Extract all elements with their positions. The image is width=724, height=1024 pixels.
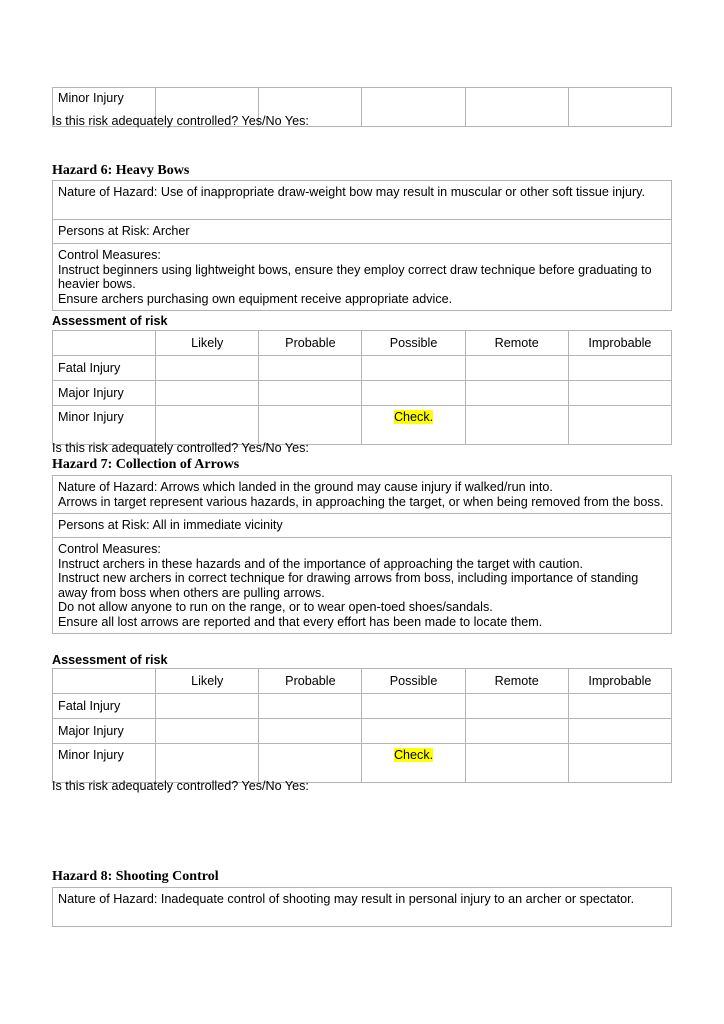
row-label: Minor Injury <box>53 88 156 127</box>
risk-cell <box>259 356 362 381</box>
nature-of-hazard: Nature of Hazard: Inadequate control of shooting may result in personal injury to an archer or spectator. <box>58 892 635 906</box>
row-label: Minor Injury <box>53 744 156 783</box>
nature-of-hazard <box>53 476 671 514</box>
control-measure-item: Instruct new archers in correct technique for drawing arrows from boss, including importance of standing away from boss when others are pulling arrows. <box>58 571 639 600</box>
column-header: Likely <box>156 331 259 356</box>
control-measure-item: Ensure all lost arrows are reported and that every effort has been made to locate them. <box>58 614 543 629</box>
risk-cell-checked <box>362 406 465 445</box>
risk-cell <box>465 406 568 445</box>
column-header: Likely <box>156 669 259 694</box>
risk-cell <box>156 694 259 719</box>
persons-at-risk: Persons at Risk: Archer <box>53 220 671 244</box>
risk-cell <box>465 88 568 127</box>
risk-cell <box>465 744 568 783</box>
check-mark-text: Check. <box>393 748 434 762</box>
nature-line: Arrows in target represent various hazards, in approaching the target, or when being removed from the boss. <box>58 494 664 509</box>
nature-of-hazard: Nature of Hazard: Use of inappropriate draw-weight bow may result in muscular or other soft tissue injury. <box>53 181 671 220</box>
risk-matrix <box>52 330 672 445</box>
assessment-label: Assessment of risk <box>52 314 168 328</box>
risk-cell <box>568 406 671 445</box>
risk-cell <box>568 356 671 381</box>
hazard-details-box <box>52 180 672 311</box>
risk-cell <box>568 381 671 406</box>
column-header <box>53 669 156 694</box>
controlled-question: Is this risk adequately controlled? Yes/No Yes: <box>52 779 309 793</box>
risk-cell <box>568 719 671 744</box>
hazard-title: Hazard 7: Collection of Arrows <box>52 457 240 472</box>
row-label: Minor Injury <box>53 406 156 445</box>
risk-cell <box>156 356 259 381</box>
control-measure-item: Instruct beginners using lightweight bows, ensure they employ correct draw technique before graduating to heavier bows. <box>58 262 652 291</box>
risk-cell <box>362 356 465 381</box>
risk-cell <box>362 694 465 719</box>
control-measures-title: Control Measures: <box>58 542 161 556</box>
risk-cell <box>465 719 568 744</box>
column-header: Improbable <box>568 331 671 356</box>
hazard-details-box <box>52 475 672 634</box>
risk-cell <box>465 356 568 381</box>
risk-cell <box>568 744 671 783</box>
controlled-question: Is this risk adequately controlled? Yes/No Yes: <box>52 441 309 455</box>
risk-cell <box>156 719 259 744</box>
risk-cell <box>156 744 259 783</box>
column-header: Probable <box>259 669 362 694</box>
control-measure-item: Do not allow anyone to run on the range, or to wear open-toed shoes/sandals. <box>58 600 493 614</box>
risk-cell <box>362 88 465 127</box>
assessment-label: Assessment of risk <box>52 653 168 667</box>
risk-cell <box>156 406 259 445</box>
column-header: Probable <box>259 331 362 356</box>
risk-matrix <box>52 668 672 783</box>
controlled-question: Is this risk adequately controlled? Yes/No Yes: <box>52 114 309 128</box>
row-label: Fatal Injury <box>53 694 156 719</box>
hazard-title: Hazard 6: Heavy Bows <box>52 163 190 178</box>
risk-cell-checked <box>362 744 465 783</box>
column-header: Possible <box>362 669 465 694</box>
control-measure-item: Instruct archers in these hazards and of the importance of approaching the target with caution. <box>58 556 584 571</box>
check-mark-text: Check. <box>393 410 434 424</box>
row-label: Major Injury <box>53 719 156 744</box>
risk-cell <box>465 694 568 719</box>
risk-cell <box>259 694 362 719</box>
risk-cell <box>259 744 362 783</box>
risk-cell <box>568 88 671 127</box>
control-measures-title: Control Measures: <box>58 248 161 262</box>
row-label: Fatal Injury <box>53 356 156 381</box>
risk-cell <box>259 406 362 445</box>
column-header: Possible <box>362 331 465 356</box>
column-header: Remote <box>465 669 568 694</box>
control-measures <box>53 538 671 633</box>
column-header <box>53 331 156 356</box>
nature-line: Nature of Hazard: Arrows which landed in the ground may cause injury if walked/run into. <box>58 480 553 494</box>
hazard-details-box <box>52 887 672 927</box>
risk-cell <box>362 381 465 406</box>
risk-cell <box>259 381 362 406</box>
risk-cell <box>362 719 465 744</box>
risk-cell <box>465 381 568 406</box>
risk-cell <box>568 694 671 719</box>
risk-cell <box>259 719 362 744</box>
row-label: Major Injury <box>53 381 156 406</box>
control-measure-item: Ensure archers purchasing own equipment receive appropriate advice. <box>58 291 453 306</box>
column-header: Improbable <box>568 669 671 694</box>
column-header: Remote <box>465 331 568 356</box>
persons-at-risk: Persons at Risk: All in immediate vicinity <box>53 514 671 538</box>
risk-cell <box>156 381 259 406</box>
hazard-title: Hazard 8: Shooting Control <box>52 869 219 884</box>
control-measures <box>53 244 671 310</box>
